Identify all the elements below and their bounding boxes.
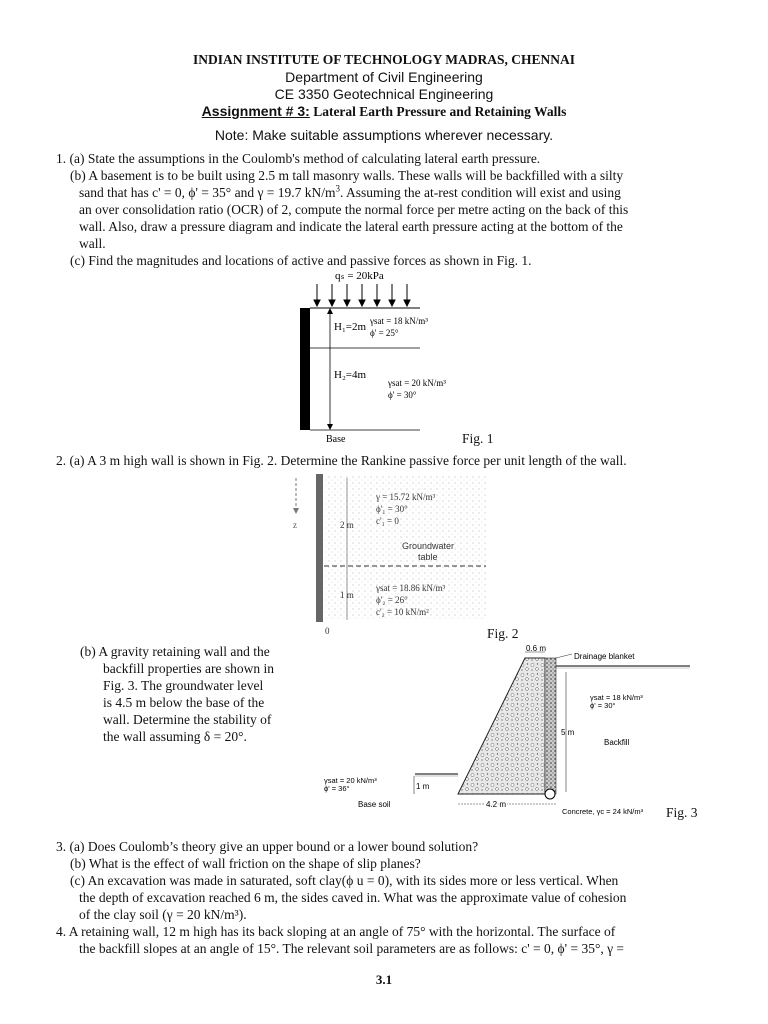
- fig3-base-gamma: γsat = 20 kN/m³: [324, 776, 377, 785]
- fig3-base-soil-label: Base soil: [358, 800, 391, 809]
- fig1-h1-label: H₁=2m: [334, 321, 367, 333]
- fig1-base-label: Base: [326, 434, 346, 445]
- fig2-groundwater-label-2: table: [418, 552, 438, 562]
- fig1-caption: Fig. 1: [462, 431, 494, 446]
- surcharge-arrows: [314, 284, 410, 306]
- note-text: Note: Make suitable assumptions wherever necessary.: [214, 127, 554, 143]
- figure-1: [290, 266, 470, 446]
- q1-b-line5: wall.: [79, 236, 106, 251]
- fig3-wall: [458, 658, 545, 794]
- assignment-topic: Lateral Earth Pressure and Retaining Walls: [309, 104, 567, 119]
- fig1-layer1-gamma: γsat = 18 kN/m³: [370, 316, 428, 326]
- course-heading: CE 3350 Geotechnical Engineering: [274, 86, 494, 102]
- fig3-drainage-label: Drainage blanket: [574, 652, 635, 661]
- fig1-layer2-gamma: γsat = 20 kN/m³: [388, 378, 446, 388]
- fig3-concrete-label: Concrete, γc = 24 kN/m³: [562, 807, 644, 816]
- q2-b-line5: wall. Determine the stability of: [103, 712, 272, 727]
- fig2-gamma2: γsat = 18.86 kN/m³: [376, 583, 446, 593]
- q2-b-line2: backfill properties are shown in: [103, 661, 274, 676]
- q1-c: (c) Find the magnitudes and locations of active and passive forces as shown in Fig. 1.: [70, 253, 532, 268]
- q1-b-line1: (b) A basement is to be built using 2.5 m tall masonry walls. These walls will be backfilled with a silty: [70, 168, 624, 183]
- fig1-h2-label: H₂=4m: [334, 369, 367, 381]
- q2-a: 2. (a) A 3 m high wall is shown in Fig. 2. Determine the Rankine passive force per unit length of the wall.: [56, 453, 627, 468]
- q2-b-line3: Fig. 3. The groundwater level: [103, 678, 264, 693]
- fig2-caption: Fig. 2: [487, 626, 519, 641]
- page-number: 3.1: [375, 972, 393, 987]
- q1-b-line3: an over consolidation ratio (OCR) of 2, compute the normal force per metre acting on the back of this: [79, 202, 629, 217]
- q3-c-line2: the depth of excavation reached 6 m, the sides caved in. What was the approximate value of cohesion: [79, 890, 627, 905]
- fig2-depth-2m: 2 m: [340, 520, 354, 530]
- fig3-top-width: 0.6 m: [526, 644, 547, 653]
- q1-b-line2: sand that has c' = 0, ϕ' = 35° and γ = 19.7 $kN/m^3$. Assuming the at-rest condition will exist and using: [79, 183, 621, 200]
- fig3-drain-pipe: [545, 789, 555, 799]
- fig3-height-label: 5 m: [561, 728, 575, 737]
- fig2-wall: [316, 474, 323, 622]
- q4-line2: the backfill slopes at an angle of 15°. The relevant soil parameters are as follows: c' = 0, ϕ' = 35°, γ =: [79, 941, 625, 956]
- assignment-title: [0, 103, 768, 121]
- fig2-gamma1: γ = 15.72 kN/m³: [376, 492, 436, 502]
- q3-a: 3. (a) Does Coulomb’s theory give an upper bound or a lower bound solution?: [56, 839, 479, 854]
- q1-b-line4: wall. Also, draw a pressure diagram and indicate the lateral earth pressure acting at the bottom of the: [79, 219, 623, 234]
- figure-3: [310, 642, 710, 828]
- fig2-depth-1m: 1 m: [340, 590, 354, 600]
- fig3-backfill-label: Backfill: [604, 738, 630, 747]
- fig1-surcharge-label: qₛ = 20kPa: [335, 270, 384, 282]
- fig3-base-phi: ϕ' = 36°: [324, 784, 350, 793]
- q1-a: 1. (a) State the assumptions in the Coulomb's method of calculating lateral earth pressure.: [56, 151, 541, 166]
- assignment-label: Assignment # 3:: [201, 103, 310, 119]
- fig2-groundwater-label-1: Groundwater: [402, 541, 455, 551]
- fig1-wall: [300, 308, 310, 430]
- fig3-caption: Fig. 3: [666, 805, 698, 820]
- figure-2: [280, 470, 490, 642]
- fig2-c1: c'₁ = 0: [376, 516, 399, 526]
- q4-line1: 4. A retaining wall, 12 m high has its back sloping at an angle of 75° with the horizontal. The surface of: [56, 924, 616, 939]
- fig3-backfill-phi: ϕ' = 30°: [590, 701, 616, 710]
- fig1-layer2-phi: ϕ' = 30°: [388, 390, 417, 400]
- fig2-phi2: ϕ'₂ = 26°: [376, 595, 408, 605]
- fig3-width-label: 4.2 m: [486, 800, 507, 809]
- fig3-embed-depth: 1 m: [416, 782, 430, 791]
- q3-c-line3: of the clay soil (γ = 20 kN/m³).: [79, 907, 247, 922]
- q2-b-line1: (b) A gravity retaining wall and the: [80, 644, 270, 659]
- q2-b-line6: the wall assuming δ = 20°.: [103, 729, 247, 744]
- q3-c-line1: (c) An excavation was made in saturated, soft clay(ϕ u = 0), with its sides more or less vertical. When: [70, 873, 619, 888]
- fig2-phi1: ϕ'₁ = 30°: [376, 504, 408, 514]
- institute-heading: INDIAN INSTITUTE OF TECHNOLOGY MADRAS, CHENNAI: [192, 52, 576, 67]
- fig3-drainage-blanket: [545, 658, 556, 794]
- fig2-z-label: z: [293, 520, 297, 530]
- fig2-c2: c'₂ = 10 kN/m²: [376, 607, 429, 617]
- q3-b: (b) What is the effect of wall friction on the shape of slip planes?: [70, 856, 421, 871]
- fig3-backfill-gamma: γsat = 18 kN/m³: [590, 693, 643, 702]
- fig2-zero: 0: [325, 626, 330, 636]
- q2-b-line4: is 4.5 m below the base of the: [103, 695, 265, 710]
- department-heading: Department of Civil Engineering: [285, 69, 483, 85]
- fig1-layer1-phi: ϕ' = 25°: [370, 328, 399, 338]
